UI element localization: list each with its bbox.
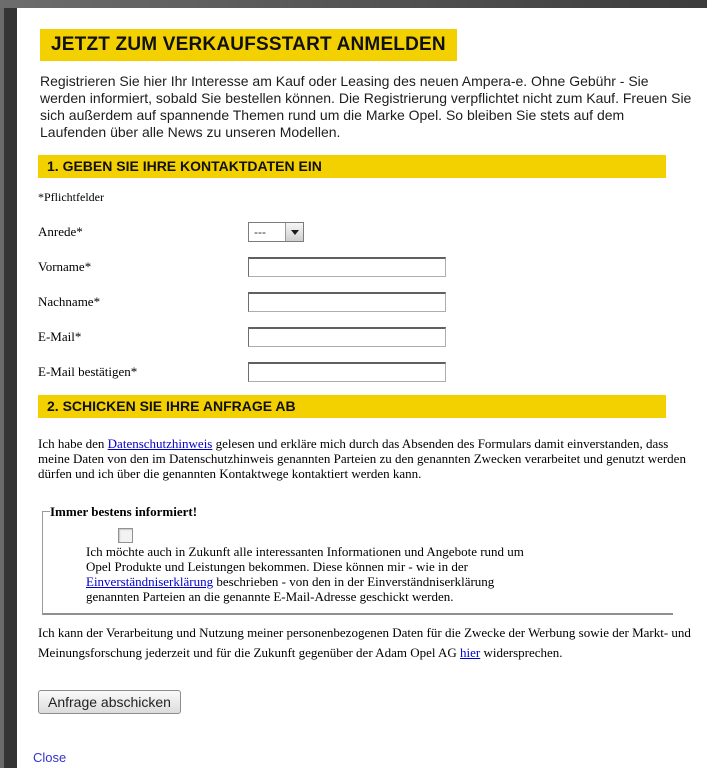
- vorname-input[interactable]: [248, 257, 446, 277]
- submit-button[interactable]: Anfrage abschicken: [38, 690, 181, 714]
- page-title: JETZT ZUM VERKAUFSSTART ANMELDEN: [40, 29, 457, 61]
- email-confirm-input[interactable]: [248, 362, 446, 382]
- fieldset-border-stub: [42, 511, 50, 512]
- anrede-select[interactable]: [248, 222, 304, 242]
- anrede-label: Anrede*: [38, 224, 83, 239]
- section-1-header: 1. GEBEN SIE IHRE KONTAKTDATEN EIN: [38, 155, 666, 178]
- newsletter-text-before: Ich möchte auch in Zukunft alle interessanten Informationen und Angebote rund um Opel Produkte und Leistungen bekommen. Diese können mir - wie in der: [86, 544, 524, 574]
- intro-text: Registrieren Sie hier Ihr Interesse am Kauf oder Leasing des neuen Ampera-e. Ohne Gebühr - Sie werden informiert, sobald Sie bestellen können. Die Registrierung verpflichtet nicht zum Kauf. Freuen Sie sich außerdem auf spannende Themen rund um die Marke Opel. So bleiben Sie stets auf dem Laufenden über alle News zu unseren Modellen.: [40, 73, 692, 140]
- optout-text-before: Ich kann der Verarbeitung und Nutzung meiner personenbezogenen Daten für die Zwecke der Werbung sowie der Markt- und Meinungsforschung jederzeit und für die Zukunft gegenüber der Adam Opel AG: [38, 625, 691, 660]
- dropdown-triangle-icon: [291, 230, 299, 235]
- newsletter-legend: Immer bestens informiert!: [50, 504, 201, 520]
- window-left-edge: [4, 8, 17, 768]
- optout-text-after: widersprechen.: [480, 645, 563, 660]
- datenschutzhinweis-link[interactable]: Datenschutzhinweis: [107, 436, 213, 451]
- nachname-label: Nachname*: [38, 294, 101, 309]
- email-input[interactable]: [248, 327, 446, 347]
- newsletter-consent-text: [86, 544, 548, 604]
- nachname-input[interactable]: [248, 292, 446, 312]
- email-label: E-Mail*: [38, 329, 82, 344]
- newsletter-fieldset: [42, 504, 673, 615]
- einverstaendniserklaerung-link[interactable]: Einverständniserklärung: [86, 574, 214, 589]
- window-top-edge: [0, 0, 707, 8]
- required-fields-note: *Pflichtfelder: [38, 190, 104, 204]
- email-confirm-label: E-Mail bestätigen*: [38, 364, 138, 379]
- anrede-select-value: ---: [254, 225, 266, 239]
- close-link[interactable]: Close: [33, 750, 67, 765]
- chevron-down-icon[interactable]: [285, 223, 303, 241]
- newsletter-checkbox[interactable]: [118, 528, 133, 543]
- optout-text: [38, 623, 692, 663]
- privacy-consent-text: [38, 436, 692, 481]
- optout-hier-link[interactable]: hier: [460, 645, 481, 660]
- section-2-header: 2. SCHICKEN SIE IHRE ANFRAGE AB: [38, 395, 666, 418]
- vorname-label: Vorname*: [38, 259, 92, 274]
- privacy-text-before: Ich habe den: [38, 436, 108, 451]
- privacy-text-after: gelesen und erkläre mich durch das Absenden des Formulars damit einverstanden, dass meine Daten von den im Datenschutzhinweis genannten Parteien zu den genannten Zwecken verarbeitet und genutzt werden dürfen und ich über die genannten Kontaktwege kontaktiert werden kann.: [38, 436, 686, 481]
- newsletter-text-after: beschrieben - von den in der Einverständniserklärung genannten Parteien an die genannte E-Mail-Adresse geschickt werden.: [86, 574, 495, 604]
